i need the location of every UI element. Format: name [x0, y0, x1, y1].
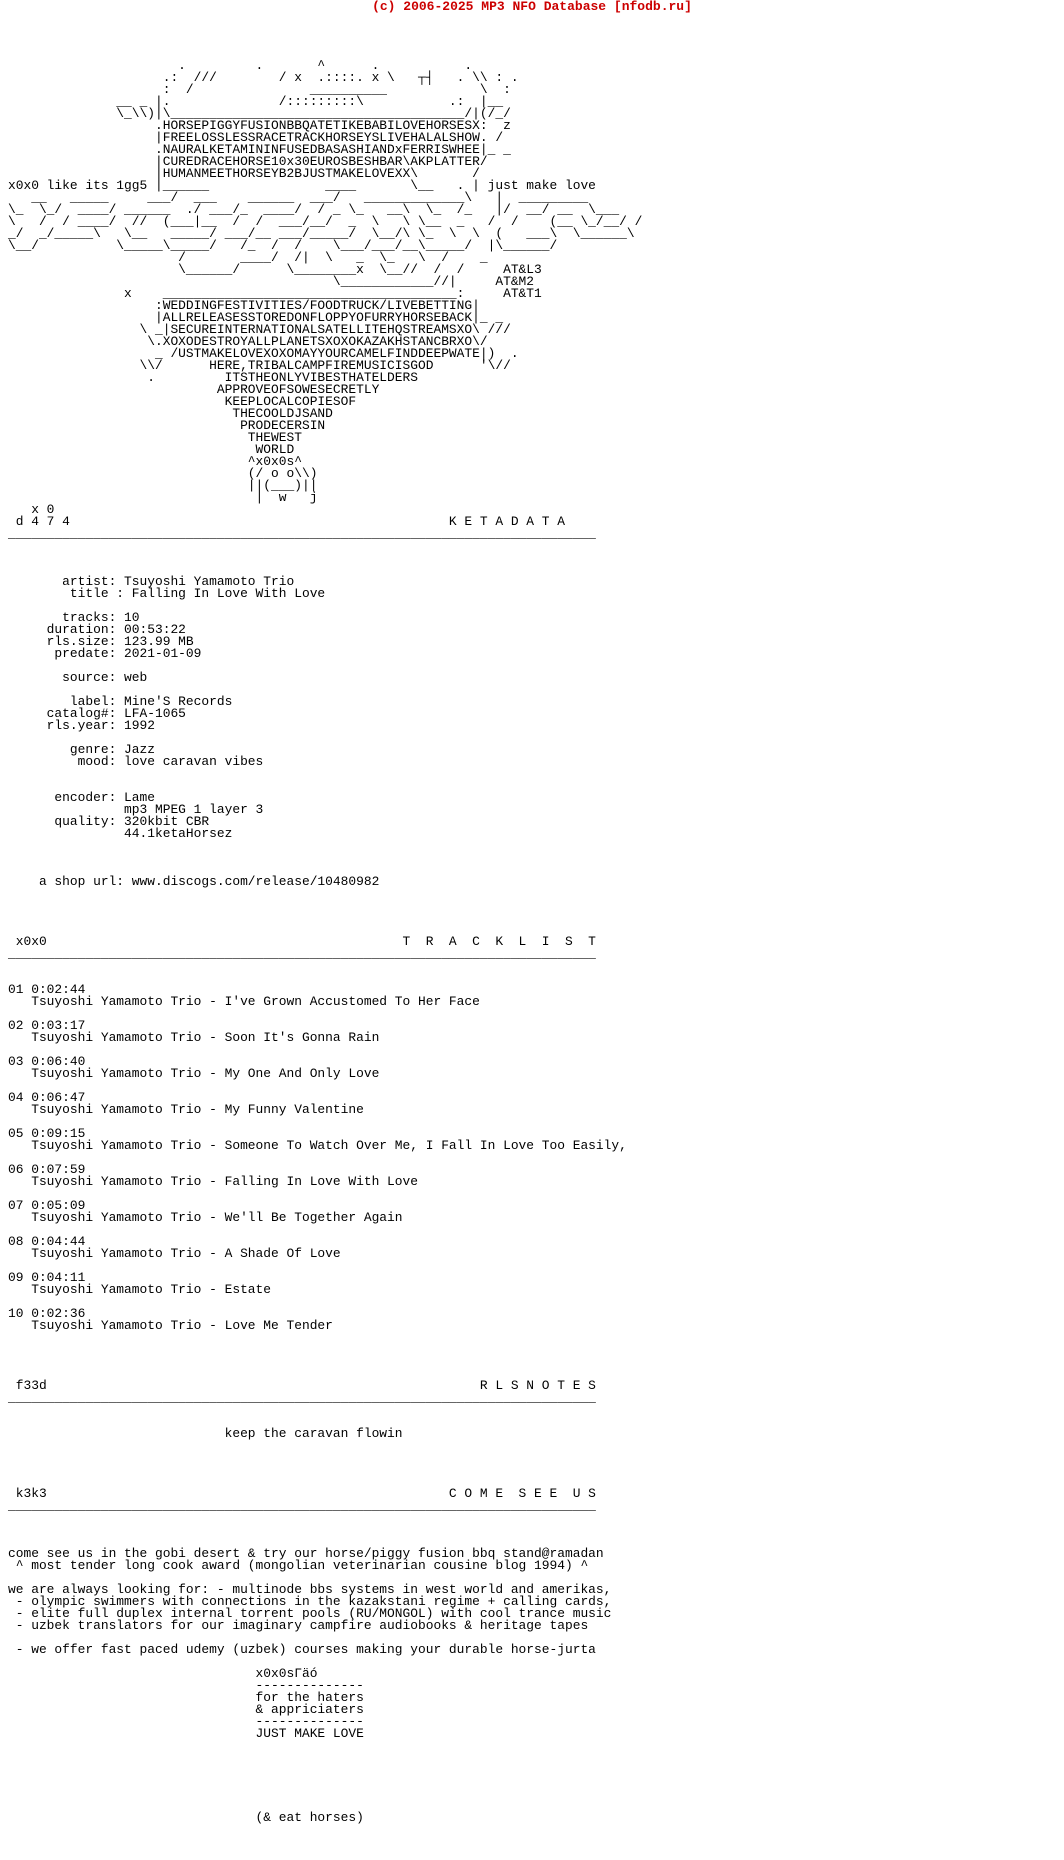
site-credit-header: (c) 2006-2025 MP3 NFO Database [nfodb.ru] [372, 0, 692, 14]
nfo-text: . . ^ . . .: /// / x .::::. x \ ┬┤ . \\ : . : / __________ \ : __ _ |. /:::::::::\ .: |__ \_\\)|\______________________________________/|(/_/ .HORSEPIGGYFUSIONBBQATETIKEBABILOVEHORSESX: z |FREELOSSLESSRACETRACKHORSEYSLIVEHALALSHOW. / .NAURALKETAMININFUSEDBASASHIANDxFERRISWHEE|_ _ |CUREDRACEHORSE10x30EUROSBESHBAR\AKPLATTER/ |HUMANMEETHORSEYB2BJUSTMAKELOVEXX\ / x0x0 like its 1gg5 |______ ____ \__ . | just make love __ _____ ___/ ___ ______ ___/ _____________\ | _________ \_ \_/ ____/ ______ ./ ___/_ ____/ / _ \_ __\ \_ /_ |/ __/ __ \___ \ / / ____/ // (___|__ / / ___/__/ _ \ \ \__ _ / / (__ \_/__/ / _/ _/_____\ \__ _____/ ___/__ ___/_____/ \__/\ \_ \ \ ( ___\ \______\ \__/ \_____\_____/ /_ / / \___/___/__\_____/ |\______/ / ____/ /| \ _ \_ \ / _ \______/ \________x \__// / / AT&L3 \____________//| AT&M2 x ______________________________________: AT&T1 :WEDDINGFESTIVITIES/FOODTRUCK/LIVEBETTING| |ALLRELEASESSTOREDONFLOPPYOFURRYHORSEBACK|_ _ \ _|SECUREINTERNATIONALSATELLITEHQSTREAMSXO\ /// \.XOXODESTROYALLPLANETSXOXOKAZAKHSTANCBRXO\/ _ /USTMAKELOVEXOXOMAYYOURCAMELFINDDEEPWATE|) . \\/ HERE,TRIBALCAMPFIREMUSICISGOD '\// . ITSTHEONLYVIBESTHATELDERS APPROVEOFSOWESECRETLY KEEPLOCALCOPIESOF THECOOLDJSAND PRODECERSIN THEWEST WORLD ^x0x0s^ (/ o o\\) ||(___)|| | w j x 0 d 4 7 4 K E T A D A T A ____________________________________________________________________________ artist: Tsuyoshi Yamamoto Trio title : Falling In Love With Love tracks: 10 duration: 00:53:22 rls.size: 123.99 MB predate: 2021-01-09 source: web label: Mine'S Records catalog#: LFA-1065 rls.year: 1992 genre: Jazz mood: love caravan vibes encoder: Lame mp3 MPEG 1 layer 3 quality: 320kbit CBR 44.1ketaHorsez a shop url: www.discogs.com/release/10480982 x0x0 T R A C K L I S T ____________________________________________________________________________ 01 0:02:44 Tsuyoshi Yamamoto Trio - I've Grown Accustomed To Her Face 02 0:03:17 Tsuyoshi Yamamoto Trio - Soon It's Gonna Rain 03 0:06:40 Tsuyoshi Yamamoto Trio - My One And Only Love 04 0:06:47 Tsuyoshi Yamamoto Trio - My Funny Valentine 05 0:09:15 Tsuyoshi Yamamoto Trio - Someone To Watch Over Me, I Fall In Love Too Easily, 06 0:07:59 Tsuyoshi Yamamoto Trio - Falling In Love With Love 07 0:05:09 Tsuyoshi Yamamoto Trio - We'll Be Together Again 08 0:04:44 Tsuyoshi Yamamoto Trio - A Shade Of Love 09 0:04:11 Tsuyoshi Yamamoto Trio - Estate 10 0:02:36 Tsuyoshi Yamamoto Trio - Love Me Tender f33d R L S N O T E S ____________________________________________________________________________ keep the caravan flowin k3k3 C O M E S E E U S ____________________________________________________________________________ come see us in the gobi desert & try our horse/piggy fusion bbq stand@ramadan ^ most tender long cook award (mongolian veterinarian cousine blog 1994) ^ we are always looking for: - multinode bbs systems in west world and amerikas, - olympic swimmers with connections in the kazakstani regime + calling cards, - elite full duplex internal torrent pools (RU/MONGOL) with cool trance music - uzbek translators for our imaginary campfire audiobooks & heritage tapes - we offer fast paced udemy (uzbek) courses making your durable horse-jurta x0x0sΓäó -------------- for the haters & appriciaters -------------- JUST MAKE LOVE (& eat horses) [8, 58, 643, 1825]
